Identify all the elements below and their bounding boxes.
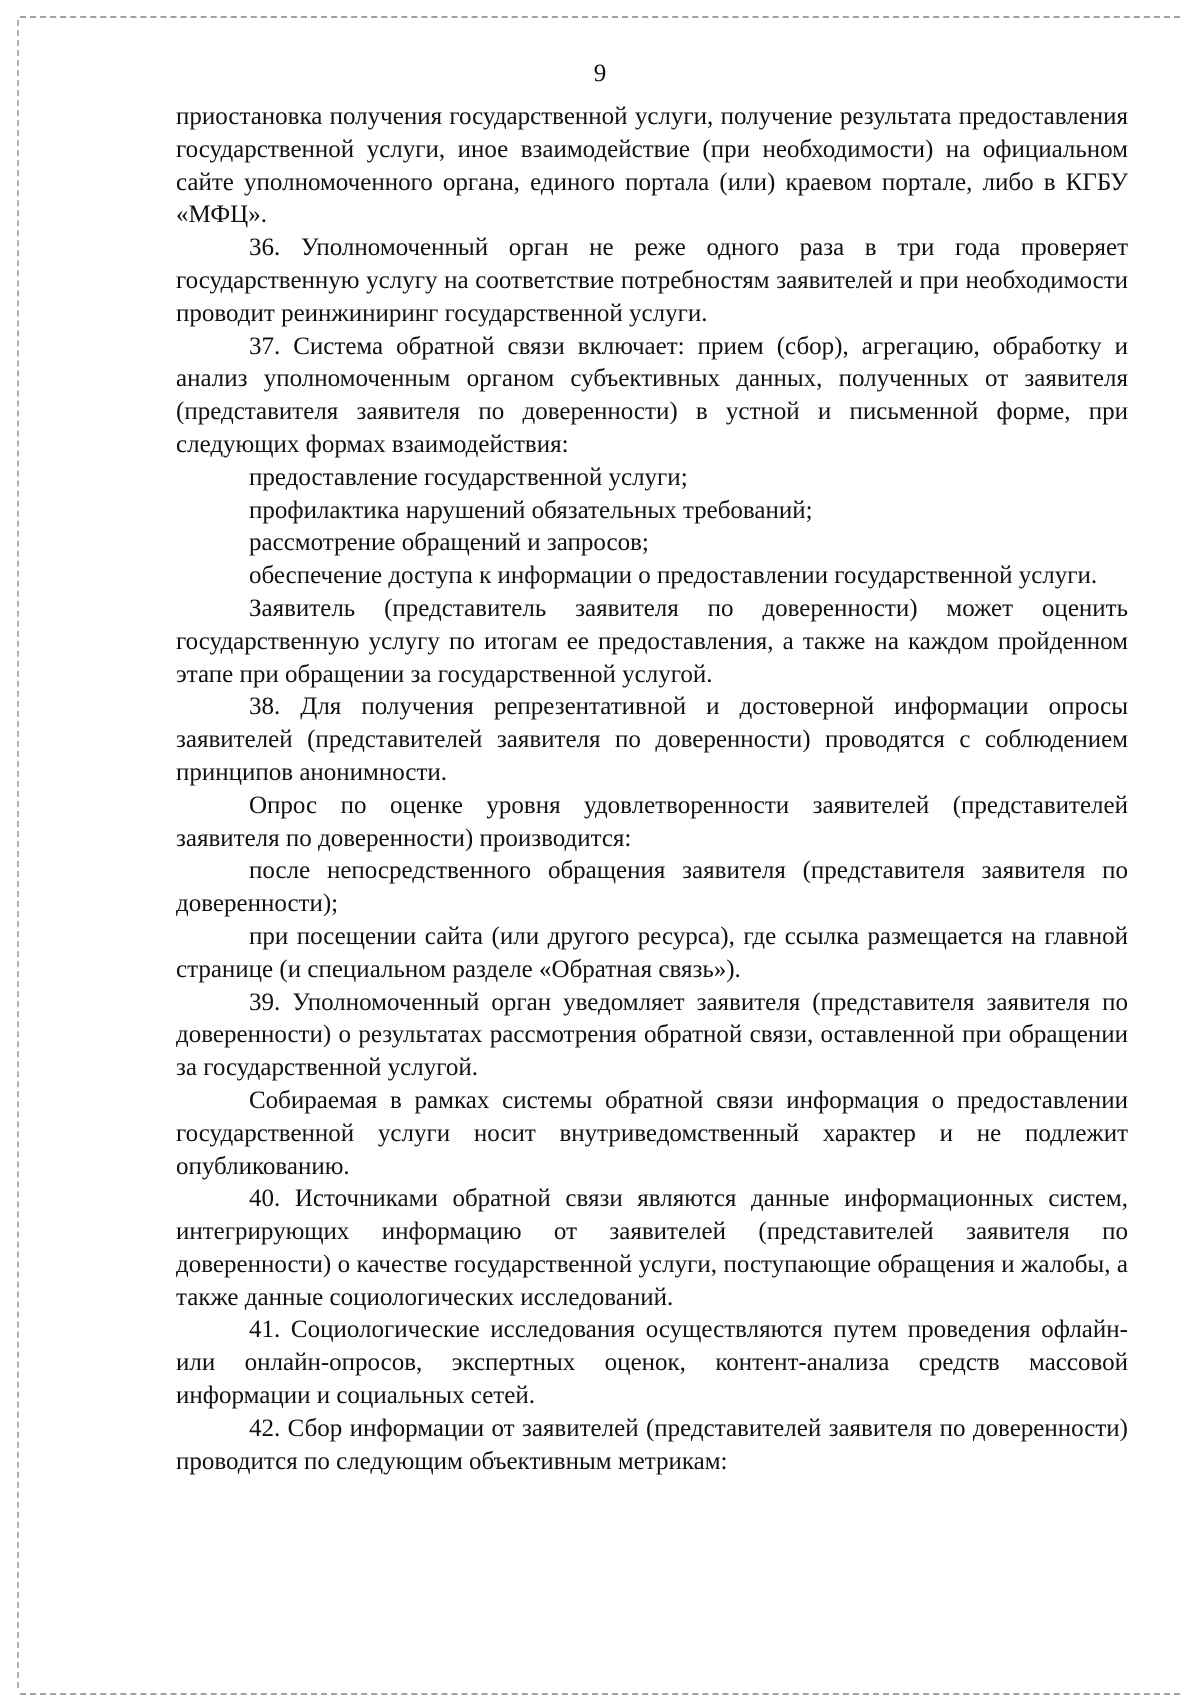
paragraph-42: 42. Сбор информации от заявителей (представителей заявителя по доверенности) проводится по следующим объективным метрикам: — [176, 1414, 1128, 1475]
paragraph-survey: Опрос по оценке уровня удовлетворенности заявителей (представителей заявителя по доверенности) производится: — [176, 791, 1128, 852]
paragraph-applicant-rating: Заявитель (представитель заявителя по доверенности) может оценить государственную услугу по итогам ее предоставления, а также на каждом пройденном этапе при обращении за государственной услугой. — [176, 594, 1128, 688]
paragraph-40: 40. Источниками обратной связи являются данные информационных систем, интегрирующих информацию от заявителей (представителей заявителя по доверенности) о качестве государственной услуги, поступающие обращения и жалобы, а также данные социологических исследований. — [176, 1185, 1128, 1311]
scan-edge-top — [20, 16, 1180, 18]
page-number: 9 — [593, 60, 607, 87]
scan-edge-left — [17, 20, 19, 1688]
paragraph-continuation: приостановка получения государственной услуги, получение результата предоставления государственной услуги, иное взаимодействие (при необходимости) на официальном сайте уполномоченного органа, единого портала (или) краевом портале, либо в КГБУ «МФЦ». — [176, 103, 1128, 229]
list-item-after-appeal: после непосредственного обращения заявителя (представителя заявителя по доверенности); — [176, 857, 1128, 918]
paragraph-38: 38. Для получения репрезентативной и достоверной информации опросы заявителей (представителей заявителя по доверенности) проводятся с соблюдением принципов анонимности. — [176, 693, 1128, 786]
paragraph-36: 36. Уполномоченный орган не реже одного раза в три года проверяет государственную услугу на соответствие потребностям заявителей и при необходимости проводит реинжиниринг государственной услуги. — [176, 234, 1128, 327]
paragraph-39: 39. Уполномоченный орган уведомляет заявителя (представителя заявителя по доверенности) о результатах рассмотрения обратной связи, оставленной при обращении за государственной услугой. — [176, 988, 1128, 1082]
paragraph-41: 41. Социологические исследования осуществляются путем проведения офлайн- или онлайн-опросов, экспертных оценок, контент-анализа средств массовой информации и социальных сетей. — [176, 1316, 1128, 1410]
list-item-appeals: рассмотрение обращений и запросов; — [249, 529, 649, 557]
list-item-prevention: профилактика нарушений обязательных требований; — [249, 496, 813, 524]
list-item-provision: предоставление государственной услуги; — [249, 463, 688, 491]
paragraph-37: 37. Система обратной связи включает: прием (сбор), агрегацию, обработку и анализ уполномоченным органом субъективных данных, полученных от заявителя (представителя заявителя по доверенности) в устной и письменной форме, при следующих формах взаимодействия: — [176, 332, 1128, 458]
document-body — [176, 101, 1128, 1478]
list-item-site-visit: при посещении сайта (или другого ресурса), где ссылка размещается на главной странице (и специальном разделе «Обратная связь»). — [176, 922, 1128, 983]
paragraph-collected-info: Собираемая в рамках системы обратной связи информация о предоставлении государственной услуги носит внутриведомственный характер и не подлежит опубликованию. — [176, 1086, 1128, 1180]
list-item-access: обеспечение доступа к информации о предоставлении государственной услуги. — [249, 562, 1098, 590]
scan-edge-bottom — [20, 1693, 1180, 1695]
